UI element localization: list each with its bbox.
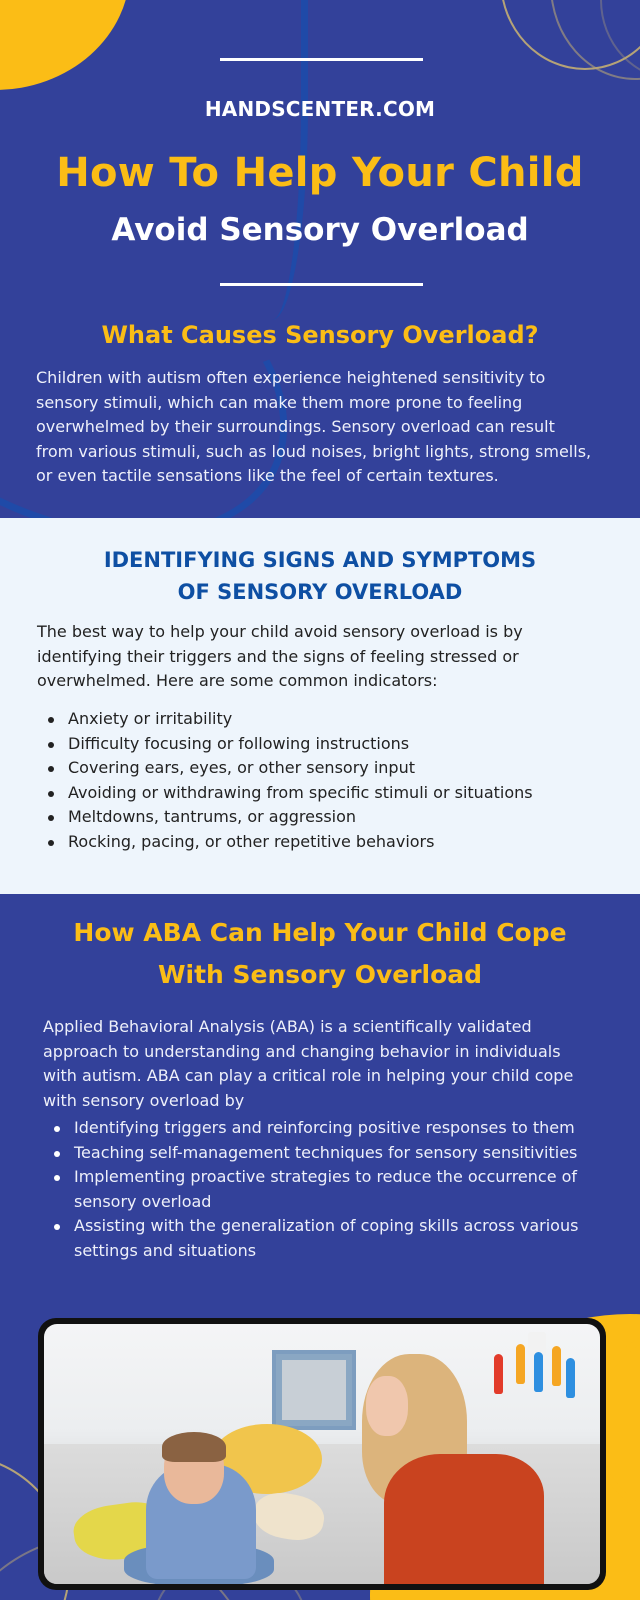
- text-line: identifying their triggers and the signs of feeling stressed or: [37, 646, 519, 666]
- photo-bowling-pin: [552, 1346, 561, 1386]
- heading-line: IDENTIFYING SIGNS AND SYMPTOMS: [103, 548, 537, 572]
- aba-section: [0, 894, 640, 1600]
- list-item: Meltdowns, tantrums, or aggression: [38, 805, 618, 830]
- photo-bowling-pin: [494, 1354, 503, 1394]
- text-line: with autism. ABA can play a critical role in helping your child cope: [43, 1066, 574, 1086]
- text-line: Applied Behavioral Analysis (ABA) is a scientifically validated: [43, 1017, 532, 1036]
- heading-line: How ABA Can Help Your Child Cope: [73, 918, 567, 947]
- text-line: The best way to help your child avoid sensory overload is by: [37, 622, 523, 641]
- signs-heading: [0, 544, 640, 608]
- photo-shelf: [272, 1350, 356, 1430]
- text-line: approach to understanding and changing behavior in individuals: [43, 1041, 561, 1061]
- page-title: How To Help Your Child: [56, 150, 584, 196]
- heading-line: OF SENSORY OVERLOAD: [177, 580, 463, 604]
- list-item: Identifying triggers and reinforcing positive responses to them: [44, 1116, 614, 1141]
- photo-boy: [162, 1432, 226, 1462]
- causes-paragraph: [36, 366, 626, 489]
- list-item: Rocking, pacing, or other repetitive behaviors: [38, 830, 618, 855]
- text-line: overwhelmed by their surroundings. Sensory overload can result: [36, 417, 555, 437]
- list-item: Assisting with the generalization of coping skills across various settings and situations: [44, 1214, 614, 1263]
- heading-line: With Sensory Overload: [157, 960, 483, 989]
- aba-intro: [43, 1015, 623, 1113]
- photo-woman: [366, 1376, 408, 1436]
- top-divider: [220, 58, 423, 61]
- text-line: overwhelmed. Here are some common indicators:: [37, 671, 438, 691]
- text-line: sensory stimuli, which can make them more prone to feeling: [36, 392, 523, 412]
- signs-list: [38, 707, 618, 855]
- hero-section: [0, 0, 640, 518]
- text-line: Children with autism often experience heightened sensitivity to: [36, 368, 546, 387]
- photo-boy-covering-ears: [44, 1324, 600, 1584]
- aba-heading: [0, 912, 640, 996]
- aba-list: [44, 1116, 614, 1264]
- photo-frame: [38, 1318, 606, 1590]
- list-item: Anxiety or irritability: [38, 707, 618, 732]
- page-subtitle: Avoid Sensory Overload: [111, 212, 529, 248]
- text-line: with sensory overload by: [43, 1090, 245, 1110]
- bottom-divider: [220, 283, 423, 286]
- signs-intro: [37, 620, 617, 694]
- signs-section: [0, 518, 640, 894]
- list-item: Avoiding or withdrawing from specific stimuli or situations: [38, 781, 618, 806]
- photo-bowling-pin: [566, 1358, 575, 1398]
- photo-woman: [384, 1454, 544, 1584]
- list-item: Difficulty focusing or following instructions: [38, 732, 618, 757]
- photo-bowling-pin: [516, 1344, 525, 1384]
- photo-bowling-pin: [534, 1352, 543, 1392]
- text-line: or even tactile sensations like the feel of certain textures.: [36, 466, 499, 486]
- list-item: Implementing proactive strategies to reduce the occurrence of sensory overload: [44, 1165, 614, 1214]
- yellow-corner-shape: [0, 0, 130, 90]
- list-item: Covering ears, eyes, or other sensory input: [38, 756, 618, 781]
- text-line: from various stimuli, such as loud noises, bright lights, strong smells,: [36, 441, 592, 461]
- site-name: HANDSCENTER.COM: [204, 97, 436, 121]
- causes-heading: What Causes Sensory Overload?: [101, 321, 539, 349]
- list-item: Teaching self-management techniques for sensory sensitivities: [44, 1141, 614, 1166]
